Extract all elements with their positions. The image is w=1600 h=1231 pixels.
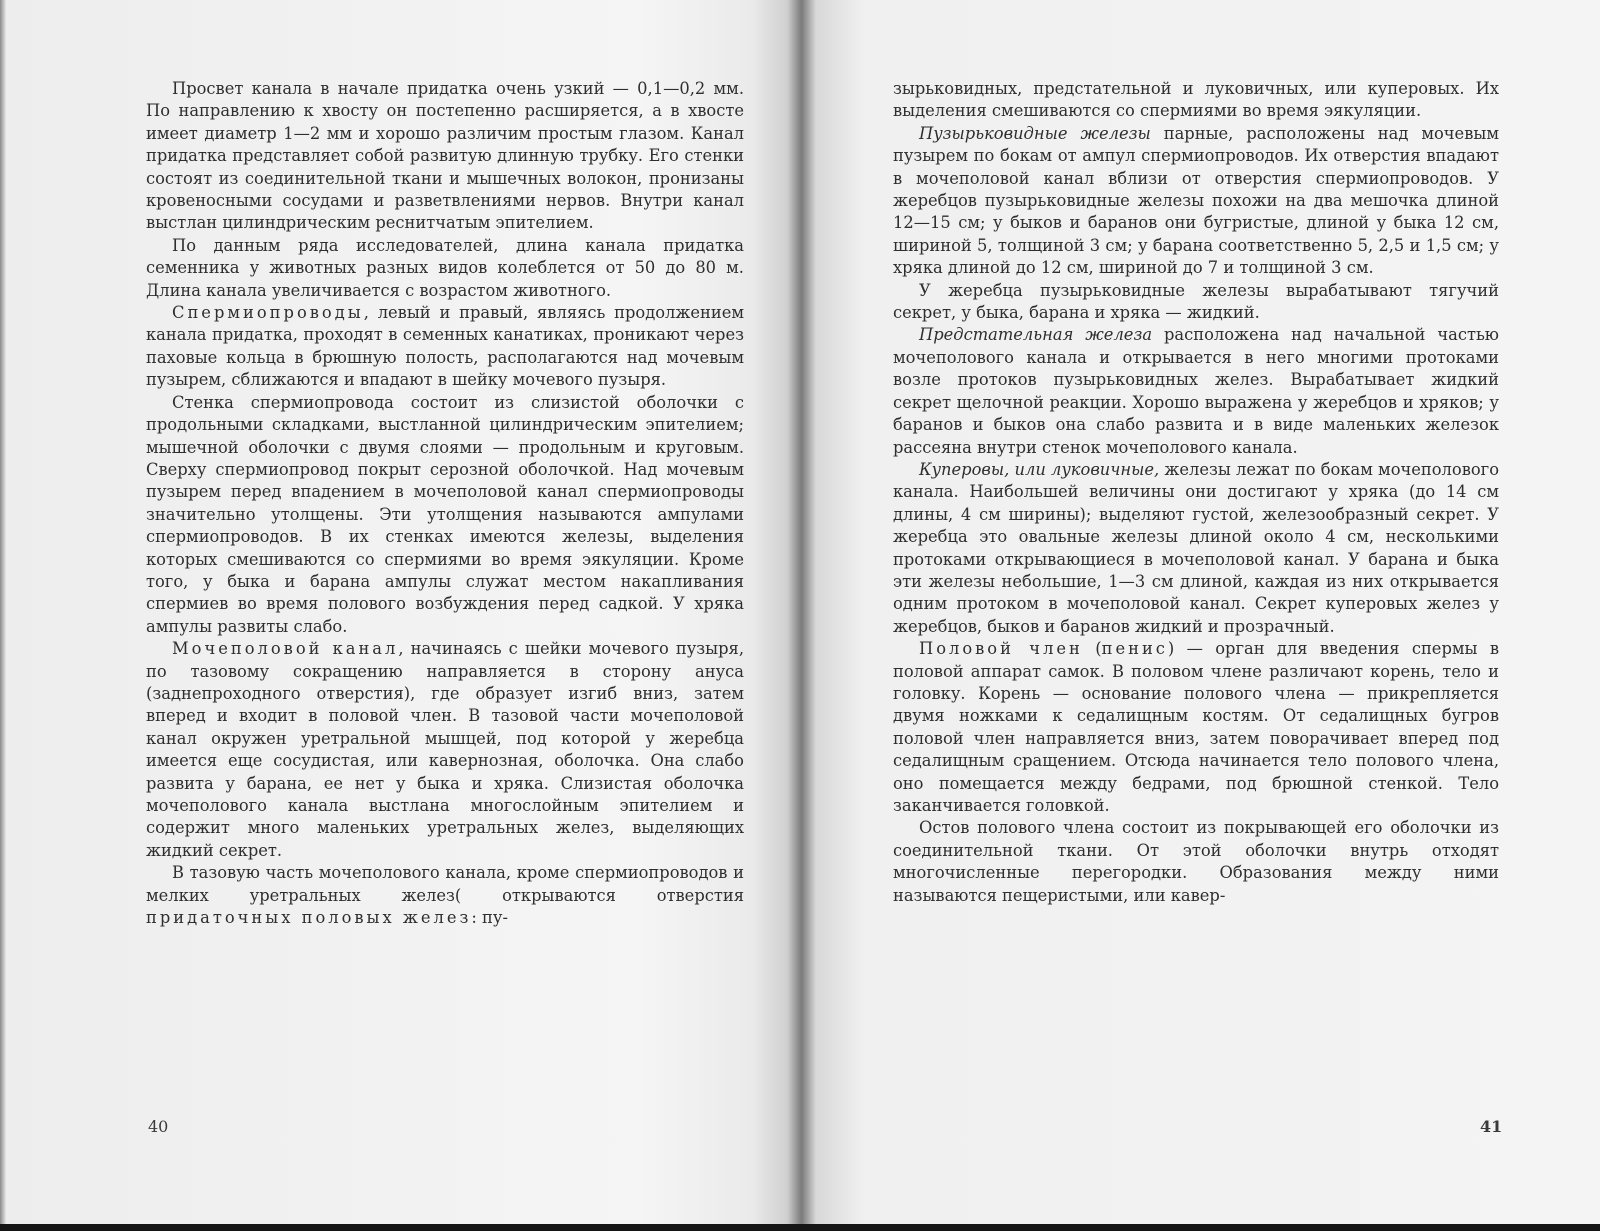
italic-term: Пузырьковидные железы: [919, 123, 1151, 143]
paragraph: У жеребца пузырьковидные железы вырабатывают тягучий секрет, у быка, барана и хряка — жидкий.: [893, 280, 1499, 323]
paragraph: Куперовы, или луковичные, железы лежат по бокам мочеполового канала. Наибольшей величины они достигают у хряка (до 14 см длины, 4 см ширины); выделяют густой, железообразный секрет. У жеребца это овальные железы длиной около 4 см, несколькими протоками открывающиеся в мочеполовой канал. У барана и быка эти железы небольшие, 1—3 см длиной, каждая из них открывается одним протоком в мочеполовой канал. Секрет куперовых желез у жеребцов, быков и баранов жидкий и прозрачный.: [893, 459, 1500, 636]
page-edge-shadow: [0, 0, 6, 1228]
spaced-term: Мочеполовой канал: [172, 639, 399, 659]
paragraph: Пузырьковидные железы парные, расположены над мочевым пузырем по бокам от ампул спермиопроводов. Их отверстия впадают в мочеполовой канал вблизи от отверстия спермиопроводов. У жеребцов пузырьковидные железы похожи на два мешочка длиной 12—15 см; у быков и баранов они бугристые, длиной у быка 12 см, шириной 5, толщиной 3 см; у барана соответственно 5, 2,5 и 1,5 см; у хряка длиной до 12 см, шириной до 7 и толщиной 3 см.: [893, 123, 1499, 278]
italic-term: Предстательная железа: [919, 325, 1153, 345]
paragraph-continuation: зырьковидных, предстательной и луковичных, или куперовых. Их выделения смешиваются со спермиями во время эякуляции.: [893, 79, 1499, 121]
paragraph: В тазовую часть мочеполового канала, кроме спермиопроводов и мелких уретральных желез( открываются отверстия придаточных половых желез: пу-: [146, 863, 744, 928]
spaced-term: пенис: [1101, 639, 1168, 659]
page-number: 40: [148, 1117, 169, 1136]
paragraph: Остов полового члена состоит из покрывающей его оболочки из соединительной ткани. От этой оболочки внутрь отходят многочисленные перегородки. Образования между ними называются пещеристыми, или кавер-: [893, 818, 1499, 905]
scan-bottom-edge: [0, 1224, 1600, 1231]
paragraph: Половой член (пенис) — орган для введения спермы в половой аппарат самок. В половом члене различают корень, тело и головку. Корень — основание полового члена — прикрепляется двумя ножками к седалищным костям. От седалищных бугров половой член направляется вниз, затем поворачивает вперед под седалищным сращением. Отсюда начинается тело полового члена, оно помещается между бедрами, под брюшной стенкой. Тело заканчивается головкой.: [893, 639, 1499, 815]
paragraph: Предстательная железа расположена над начальной частью мочеполового канала и открывается в него многими протоками возле протоков пузырьковидных желез. Вырабатывает жидкий секрет щелочной реакции. Хорошо выражена у жеребцов и хряков; у баранов и быков она слабо развита и в виде маленьких железок рассеяна внутри стенок мочеполового канала.: [893, 325, 1499, 457]
paragraph: Просвет канала в начале придатка очень узкий — 0,1—0,2 мм. По направлению к хвосту он постепенно расширяется, а в хвосте имеет диаметр 1—2 мм и хорошо различим простым глазом. Канал придатка представляет собой развитую длинную трубку. Его стенки состоят из соединительной ткани и мышечных волокон, пронизаны кровеносными сосудами и разветвлениями нервов. Внутри канал выстлан цилиндрическим реснитчатым эпителием.: [146, 79, 744, 233]
page-number: 41: [1480, 1117, 1503, 1136]
spaced-term: придаточных половых желез: [146, 908, 472, 928]
right-page-text: [893, 78, 1499, 907]
spaced-term: Спермиопроводы: [172, 303, 364, 323]
paragraph: По данным ряда исследователей, длина канала придатка семенника у животных разных видов колеблется от 50 до 80 м. Длина канала увеличивается с возрастом животного.: [146, 235, 744, 300]
left-page-text: [146, 78, 744, 929]
paragraph: Спермиопроводы, левый и правый, являясь продолжением канала придатка, проходят в семенных канатиках, проникают через паховые кольца в брюшную полость, располагаются над мочевым пузырем, сближаются и впадают в шейку мочевого пузыря.: [146, 303, 744, 390]
paragraph: Стенка спермиопровода состоит из слизистой оболочки с продольными складками, выстланной цилиндрическим эпителием; мышечной оболочки с двумя слоями — продольным и круговым. Сверху спермиопровод покрыт серозной оболочкой. Над мочевым пузырем перед впадением в мочеполовой канал спермиопроводы значительно утолщены. Эти утолщения называются ампулами спермиопроводов. В их стенках имеются железы, выделения которых смешиваются со спермиями во время эякуляции. Кроме того, у быка и барана ампулы служат местом накапливания спермиев во время полового возбуждения перед садкой. У хряка ампулы развиты слабо.: [146, 392, 744, 636]
spaced-term: Половой член: [919, 639, 1083, 659]
paragraph: Мочеполовой канал, начинаясь с шейки мочевого пузыря, по тазовому сокращению направляется в сторону ануса (заднепроходного отверстия), где образует изгиб вниз, затем вперед и входит в половой член. В тазовой части мочеполовой канал окружен уретральной мышцей, под которой у жеребца имеется еще сосудистая, или кавернозная, оболочка. Она слабо развита у барана, ее нет у быка и хряка. Слизистая оболочка мочеполового канала выстлана многослойным эпителием и содержит много маленьких уретральных желез, выделяющих жидкий секрет.: [146, 639, 744, 860]
italic-term: Куперовы, или луковичные,: [919, 459, 1160, 479]
